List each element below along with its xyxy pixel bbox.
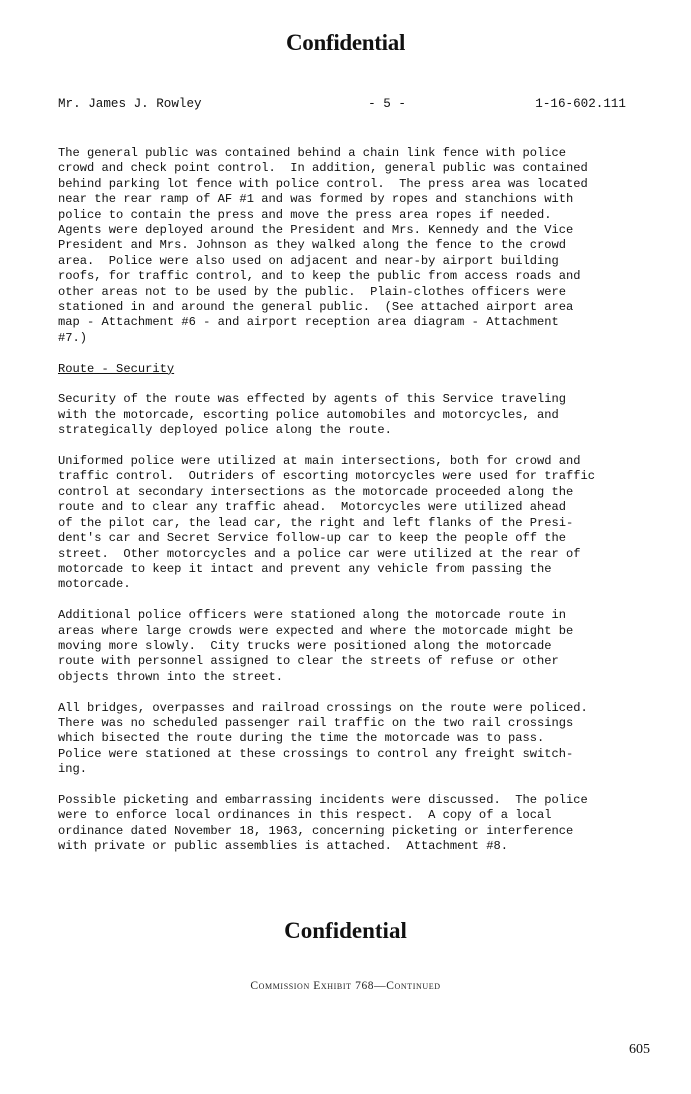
paragraph-picketing: Possible picketing and embarrassing incidents were discussed. The police were to enforce local ordinances in this respect. A copy of a local ordinance dated November 18, 1963, concerning picketing or interference with private or public assemblies is attached. Attachment #8. — [58, 792, 588, 854]
confidential-stamp-bottom: Confidential — [284, 918, 407, 943]
paragraph-additional-officers: Additional police officers were stationed along the motorcade route in areas where large crowds were expected and where the motorcade might be moving more slowly. City trucks were positioned along the motorcade route with personnel assigned to clear the streets of refuse or other objects thrown into the street. — [58, 608, 574, 684]
exhibit-caption — [0, 980, 691, 992]
confidential-stamp-top: Confidential — [285, 30, 406, 55]
paragraph-bridges-crossings: All bridges, overpasses and railroad crossings on the route were policed. There was no scheduled passenger rail traffic on the two rail crossings which bisected the route during the time the motorcade was to pass. Police were stationed at these crossings to control any freight switch- ing. — [58, 700, 588, 777]
section-heading-route-security: Route - Security — [58, 361, 175, 376]
paragraph-airport-security: The general public was contained behind a chain link fence with police crowd and check point control. In addition, general public was contained behind parking lot fence with police control. The press area was located near the rear ramp of AF #1 and was formed by ropes and stanchions with police to contain the press and move the press area ropes if needed. Agents were deployed around the President and Mrs. Kennedy and the Vice President and Mrs. Johnson as they walked along the fence to the crowd area. Police were also used on adjacent and near-by airport building roofs, for traffic control, and to keep the public from access roads and other areas not to be used by the public. Plain-clothes officers were stationed in and around the general public. (See attached airport area map - Attachment #6 - and airport reception area diagram - Attachment #7.) — [58, 146, 588, 345]
letter-body — [58, 146, 638, 870]
letter-page-number: - 5 - — [368, 97, 406, 111]
paragraph-uniformed-police: Uniformed police were utilized at main intersections, both for crowd and traffic control. Outriders of escorting motorcycles were used for traffic control at secondary intersections as the motorcade proceeded along the route and to clear any traffic ahead. Motorcycles were utilized ahead of the pilot car, the lead car, the right and left flanks of the Presi- dent's car and Secret Service follow-up car to keep the people off the street. Other motorcycles and a police car were utilized at the rear of motorcade to keep it intact and prevent any vehicle from passing the motorcade. — [58, 454, 596, 592]
file-reference: 1-16-602.111 — [535, 97, 626, 111]
addressee: Mr. James J. Rowley — [58, 97, 202, 111]
page-number: 605 — [629, 1042, 650, 1057]
letter-header — [58, 97, 626, 111]
exhibit-caption-text: Commission Exhibit 768—Continued — [250, 980, 441, 992]
paragraph-route-security: Security of the route was effected by agents of this Service traveling with the motorcade, escorting police automobiles and motorcycles, and strategically deployed police along the route. — [58, 392, 567, 438]
